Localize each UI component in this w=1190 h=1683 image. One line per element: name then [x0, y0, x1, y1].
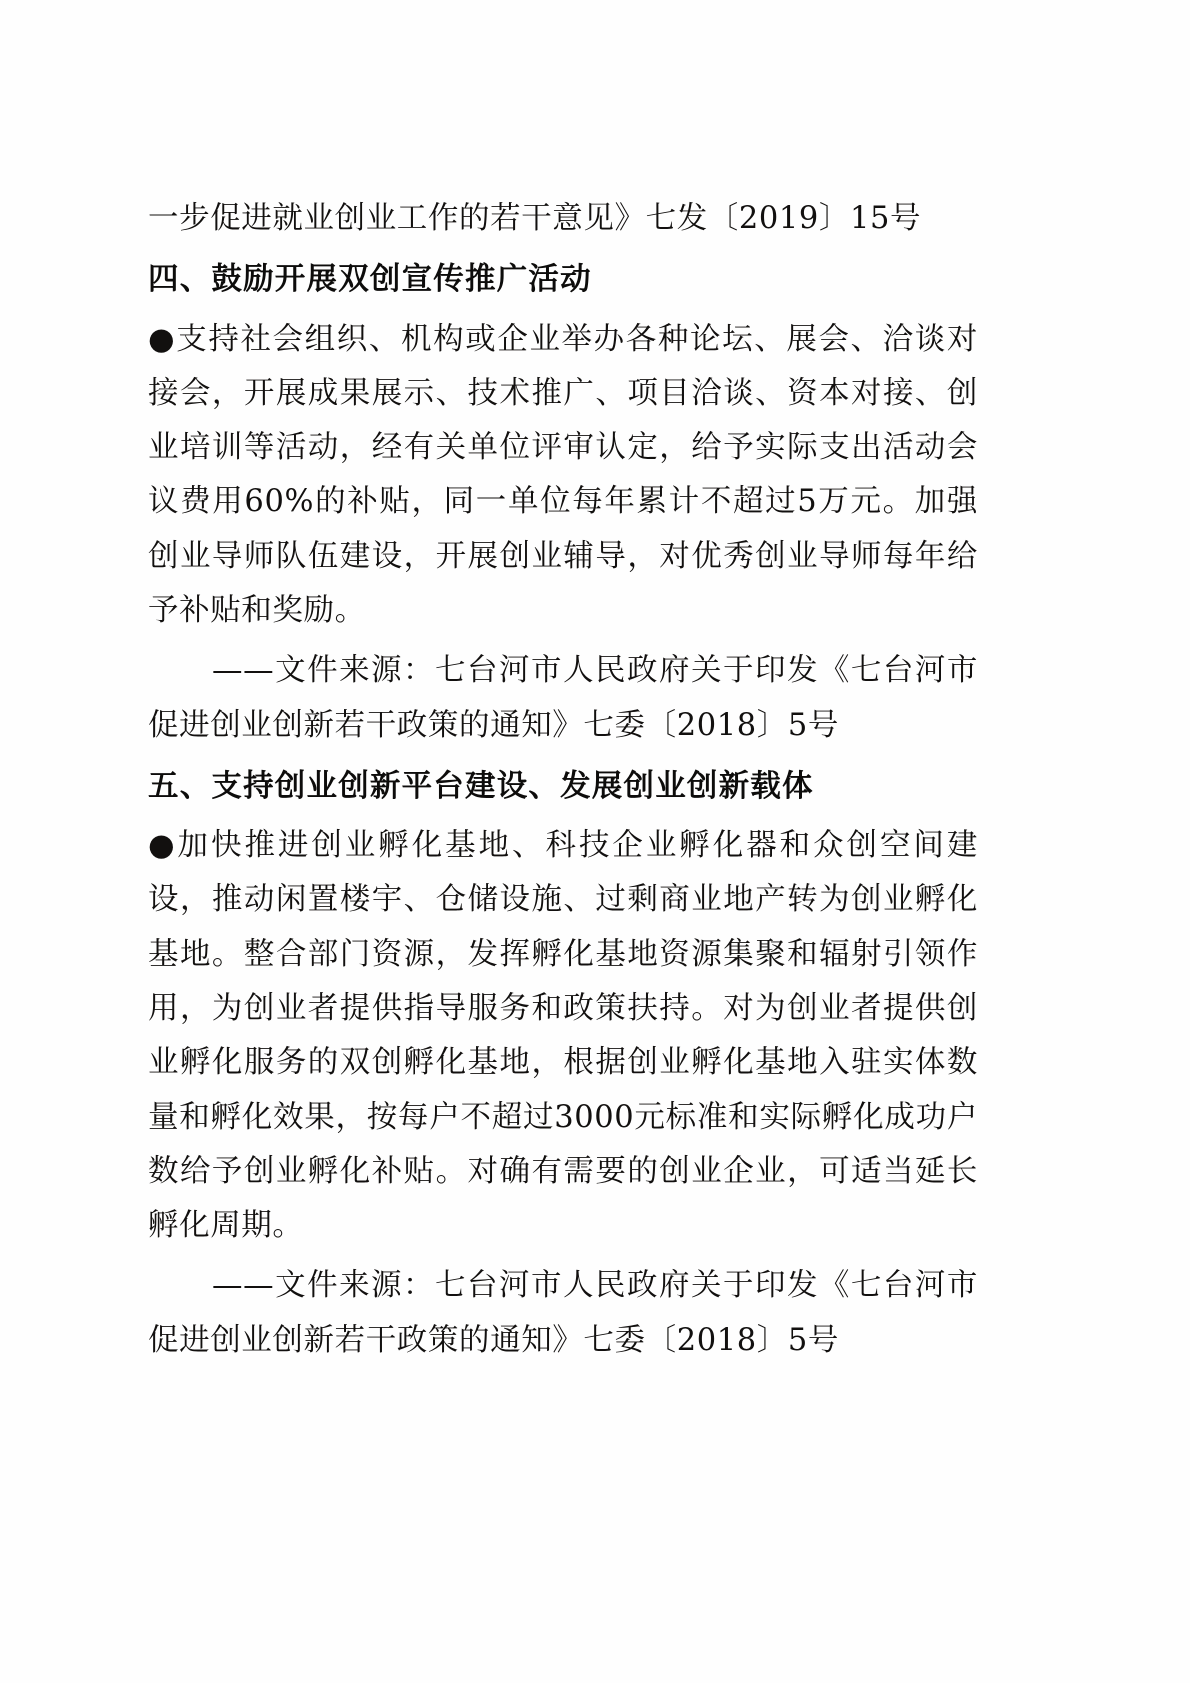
- document-body: [148, 192, 978, 1368]
- continued-source-line: 一步促进就业创业工作的若干意见》七发〔2019〕15号: [148, 201, 922, 236]
- section-four-source: ——文件来源：七台河市人民政府关于印发《七台河市促进创业创新若干政策的通知》七委〔2018〕5号: [148, 653, 978, 743]
- section-heading-four: 四、鼓励开展双创宣传推广活动: [148, 261, 592, 298]
- section-heading-five: 五、支持创业创新平台建设、发展创业创新载体: [148, 767, 814, 804]
- section-four-body: ●支持社会组织、机构或企业举办各种论坛、展会、洽谈对接会，开展成果展示、技术推广、项目洽谈、资本对接、创业培训等活动，经有关单位评审认定，给予实际支出活动会议费用60%的补贴，同一单位每年累计不超过5万元。加强创业导师队伍建设，开展创业辅导，对优秀创业导师每年给予补贴和奖励。: [148, 321, 978, 628]
- section-five-source: ——文件来源：七台河市人民政府关于印发《七台河市促进创业创新若干政策的通知》七委〔2018〕5号: [148, 1268, 978, 1358]
- section-five-body: ●加快推进创业孵化基地、科技企业孵化器和众创空间建设，推动闲置楼宇、仓储设施、过剩商业地产转为创业孵化基地。整合部门资源，发挥孵化基地资源集聚和辐射引领作用，为创业者提供指导服务和政策扶持。对为创业者提供创业孵化服务的双创孵化基地，根据创业孵化基地入驻实体数量和孵化效果，按每户不超过3000元标准和实际孵化成功户数给予创业孵化补贴。对确有需要的创业企业，可适当延长孵化周期。: [148, 828, 978, 1244]
